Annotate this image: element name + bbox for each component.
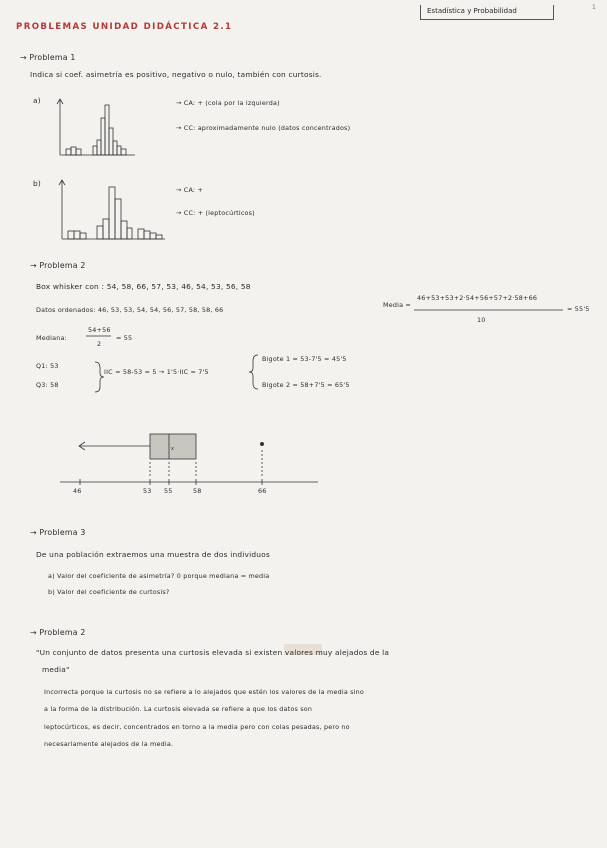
axis-tick-label: 46 xyxy=(73,487,82,495)
problem3-a: a) Valor del coeficiente de asimetría? 0 porque mediana = media xyxy=(48,572,270,580)
histogram-a-bar xyxy=(93,146,97,155)
problem4-answer-line: necesariamente alejados de la media. xyxy=(44,740,174,748)
histogram-a-bar xyxy=(97,140,101,155)
histogram-b-bar xyxy=(68,231,74,239)
histogram-b-bar xyxy=(115,199,121,239)
axis-tick-label: 66 xyxy=(258,487,267,495)
problem1-b-ca: → CA: + xyxy=(176,186,204,194)
histogram-a-bar xyxy=(117,146,121,155)
problem3-statement: De una población extraemos una muestra de dos individuos xyxy=(36,550,270,559)
median-numerator: 54+56 xyxy=(88,326,111,334)
median-result: = 55 xyxy=(116,334,133,342)
histogram-b-bar xyxy=(109,187,115,239)
iqr-calc: IIC = 58-53 = 5 → 1'5·IIC = 7'5 xyxy=(104,368,209,376)
problem1-a-cc: → CC: aproximadamente nulo (datos concentrados) xyxy=(176,124,351,132)
histogram-a-bar xyxy=(113,141,117,155)
axis-tick-label: 58 xyxy=(193,487,202,495)
problem4-answer-line: Incorrecta porque la curtosis no se refiere a lo alejados que estén los valores de la media sino xyxy=(44,688,365,696)
histogram-a-bar xyxy=(101,118,105,155)
mean-denominator: 10 xyxy=(477,316,486,324)
histogram-a xyxy=(57,99,135,155)
outlier-point xyxy=(260,442,263,445)
subject-tag-text: Estadística y Probabilidad xyxy=(427,7,517,15)
problem1-a-ca: → CA: + (cola por la izquierda) xyxy=(176,99,280,107)
problem3-heading: → Problema 3 xyxy=(30,528,86,537)
page-number: 1 xyxy=(592,4,596,11)
mean-numerator: 46+53+53+2·54+56+57+2·58+66 xyxy=(417,294,538,302)
bigote1-calc: Bigote 1 = 53-7'5 = 45'5 xyxy=(262,355,347,363)
histogram-a-bar xyxy=(121,149,126,155)
q3-value: Q3: 58 xyxy=(36,381,59,389)
quartile-brace xyxy=(95,362,104,392)
svg-text:x: x xyxy=(171,446,174,452)
mean-result: = 55'5 xyxy=(567,305,590,313)
page-title: PROBLEMAS UNIDAD DIDÁCTICA 2.1 xyxy=(16,22,233,32)
problem1-a-label: a) xyxy=(33,96,41,105)
histogram-a-bar xyxy=(66,149,71,155)
histogram-a-bar xyxy=(105,105,109,155)
histogram-a-bar xyxy=(109,128,113,155)
problem2-box-whisker: Box whisker con : 54, 58, 66, 57, 53, 46, 54, 53, 56, 58 xyxy=(36,282,251,291)
histogram-b xyxy=(59,180,165,239)
mean-label: Media = xyxy=(383,301,411,309)
histogram-b-bar xyxy=(74,231,80,239)
problem4-answer-line: a la forma de la distribución. La curtosis elevada se refiere a que los datos son xyxy=(44,705,313,713)
histogram-b-bar xyxy=(80,233,86,239)
histogram-a-bar xyxy=(76,149,81,155)
problem4-quote-line1: "Un conjunto de datos presenta una curtosis elevada si existen valores muy alejados de la xyxy=(36,648,390,657)
axis-tick-label: 53 xyxy=(143,487,152,495)
problem4-answer-line: leptocúrticos, es decir, concentrados en torno a la media pero con colas pesadas, pero no xyxy=(44,723,350,731)
median-label: Mediana: xyxy=(36,334,67,342)
problem3-b: b) Valor del coeficiente de curtosis? xyxy=(48,588,170,596)
problem2-heading: → Problema 2 xyxy=(30,261,86,270)
problem4-heading: → Problema 2 xyxy=(30,628,86,637)
q1-value: Q1: 53 xyxy=(36,362,59,370)
problem2-sorted-data: Datos ordenados: 46, 53, 53, 54, 54, 56, 57, 58, 58, 66 xyxy=(36,306,224,314)
problem1-b-label: b) xyxy=(33,179,41,188)
problem4-quote-line2: media" xyxy=(42,665,70,674)
histogram-b-bar xyxy=(97,226,103,239)
problem1-heading: → Problema 1 xyxy=(20,53,76,62)
bigote2-calc: Bigote 2 = 58+7'5 = 65'5 xyxy=(262,381,350,389)
histogram-b-bar xyxy=(121,221,127,239)
histogram-b-bar xyxy=(138,229,144,239)
problem1-statement: Indica si coef. asimetría es positivo, negativo o nulo, también con curtosis. xyxy=(30,70,322,79)
histogram-b-bar xyxy=(103,219,109,239)
axis-tick-label: 55 xyxy=(164,487,173,495)
bigotes-brace xyxy=(249,355,258,389)
problem1-b-cc: → CC: + (leptocúrticos) xyxy=(176,209,255,217)
histogram-b-bar xyxy=(150,233,156,239)
subject-tag xyxy=(420,5,554,20)
histogram-b-bar xyxy=(144,231,150,239)
histogram-a-bar xyxy=(71,147,76,155)
histogram-b-bar xyxy=(127,228,132,239)
median-denominator: 2 xyxy=(97,340,102,348)
box-plot xyxy=(60,434,318,485)
histogram-b-bar xyxy=(156,235,162,239)
